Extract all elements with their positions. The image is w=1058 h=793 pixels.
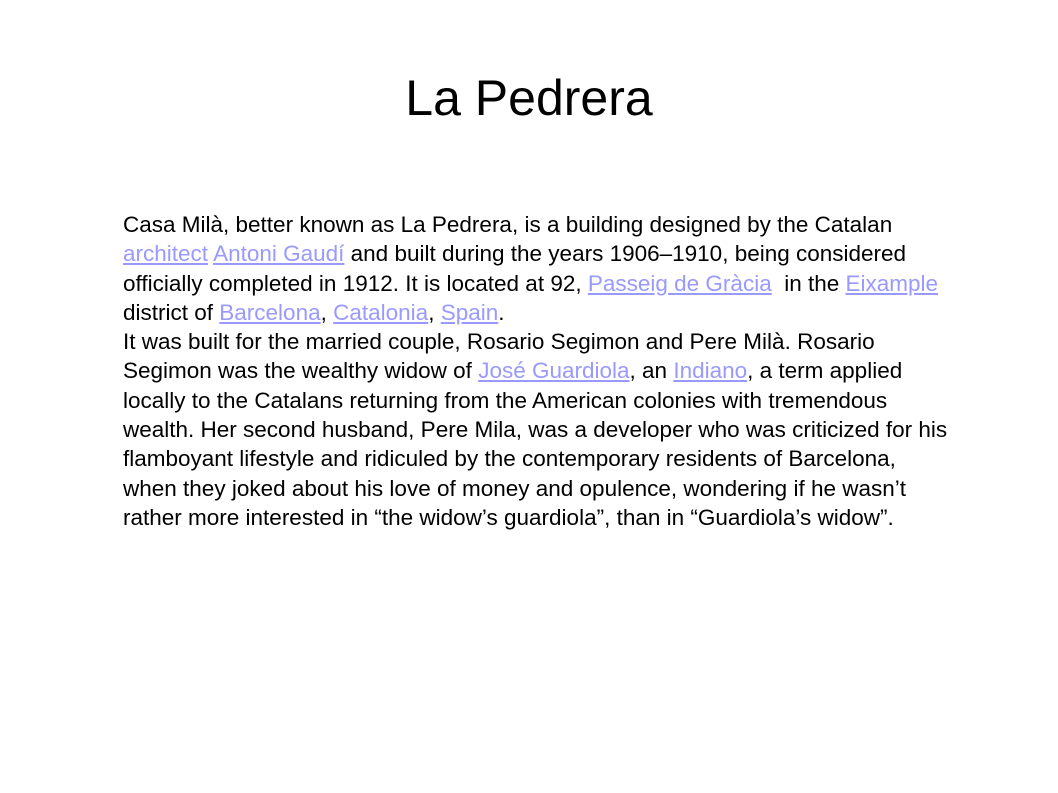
link-architect[interactable]: architect [123,241,209,267]
link-spain[interactable]: Spain [440,299,499,325]
link-indiano[interactable]: Indiano [673,358,748,384]
link-antoni-gaudi[interactable]: Antoni Gaudí [213,241,345,267]
paragraph-intro [123,210,953,327]
link-catalonia[interactable]: Catalonia [333,299,429,325]
intro-text-3: and built during the years 1906–1910, being considered officially completed in 1912. It is located at 92, [123,241,907,296]
intro-text-7: , [428,299,441,325]
slide-title: La Pedrera [405,70,653,126]
intro-text-6: , [320,299,334,325]
intro-text-4: in the [771,270,846,296]
link-jose-guardiola[interactable]: José Guardiola [478,358,630,384]
slide-body [123,210,953,532]
paragraph-history [123,327,953,532]
link-passeig-de-gracia[interactable]: Passeig de Gràcia [587,270,772,296]
intro-text-5: district of [123,299,220,325]
history-text-2: , an [629,358,674,384]
history-text-1: It was built for the married couple, Rosario Segimon and Pere Milà. Rosario Segimon was the wealthy widow of [123,329,875,384]
link-eixample[interactable]: Eixample [845,270,939,296]
intro-text-1: Casa Milà, better known as La Pedrera, is a building designed by the Catalan [123,212,893,237]
intro-text-8: . [498,299,505,325]
link-barcelona[interactable]: Barcelona [219,299,321,325]
history-text-3: , a term applied locally to the Catalans returning from the American colonies with tremendous wealth. Her second husband, Pere Mila, was a developer who was criticized for his flamboyant lifestyle and ridiculed by the contemporary residents of Barcelona, when they joked about his love of money and opulence, wondering if he wasn’t rather more interested in “the widow’s guardiola”, than in “Guardiola’s widow”. [123,358,948,530]
